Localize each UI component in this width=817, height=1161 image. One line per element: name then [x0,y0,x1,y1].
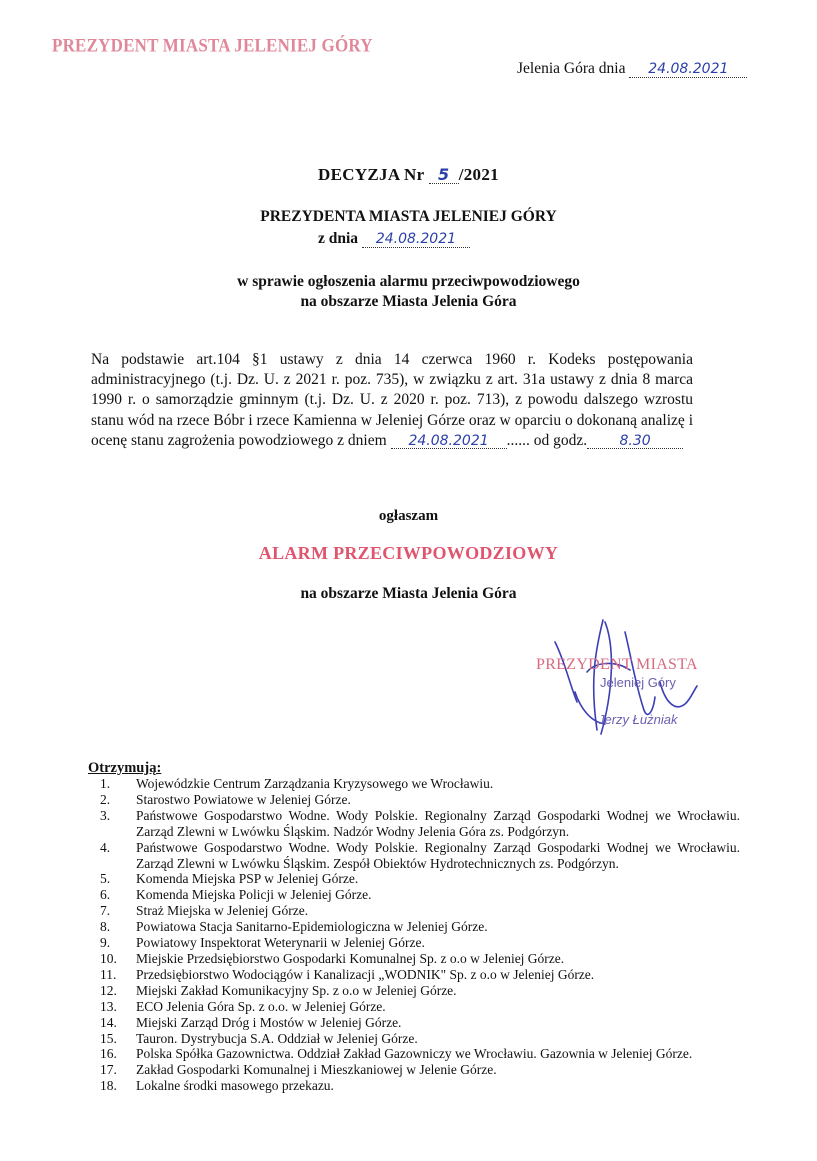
alarm-date-handwritten: 24.08.2021 [408,432,489,449]
legal-basis-paragraph: Na podstawie art.104 §1 ustawy z dnia 14 czerwca 1960 r. Kodeks postępowania administracyjnego (t.j. Dz. U. z 2021 r. poz. 735), w związku z art. 31a ustawy z dnia 8 marca 1990 r. o samorządzie gminnym (t.j. Dz. U. z 2020 r. poz. 713), z powodu dalszego wzrostu stanu wód na rzece Bóbr i rzece Kamienna w Jeleniej Górze oraz w oparciu o dokonaną analizę i ocenę stanu zagrożenia powodziowego z dniem 24.08.2021 ...... od godz. 8.30 [91,351,693,449]
date-field [629,61,747,78]
announce-word: ogłaszam [378,508,439,524]
signature-stamp-title: PREZYDENT MIASTA [536,656,698,673]
recipients-heading: Otrzymują: [88,760,162,776]
subject-line-2: na obszarze Miasta Jelenia Góra [300,293,517,310]
list-item [100,903,740,919]
list-item [100,1078,740,1094]
list-item [100,919,740,935]
list-item-number: 12. [100,982,117,998]
subject [0,272,817,312]
legal-basis-text: Na podstawie art.104 §1 ustawy z dnia 14 czerwca 1960 r. Kodeks postępowania administracyjnego (t.j. Dz. U. z 2021 r. poz. 735), w związku z art. 31a ustawy z dnia 8 marca 1990 r. o samorządzie gminnym (t.j. Dz. U. z 2020 r. poz. 713), z powodu dalszego wzrostu stanu wód na rzece Bóbr i rzece Kamienna w Jeleniej Górze oraz w oparciu o dokonaną analizę i ocenę stanu zagrożenia powodziowego z dniem [91,351,693,449]
list-item-number: 9. [100,935,111,951]
list-item-number: 11. [100,966,117,982]
subject-line-1: w sprawie ogłoszenia alarmu przeciwpowodziowego [237,273,580,290]
decision-number-field [429,166,459,184]
list-item [100,887,740,903]
list-item-number: 5. [100,871,111,887]
list-item-number: 7. [100,903,111,919]
signature-stamp-name: Jerzy Łużniak [598,712,678,727]
list-item-number: 18. [100,1078,117,1094]
list-item-number: 16. [100,1046,117,1062]
decision-prefix: DECYZJA Nr [318,165,429,184]
list-item-text: ECO Jelenia Góra Sp. z o.o. w Jeleniej Górze. [136,998,386,1014]
list-item-text: Wojewódzkie Centrum Zarządzania Kryzysowego we Wrocławiu. [136,776,494,791]
list-item-number: 10. [100,950,117,966]
list-item-text: Lokalne środki masowego przekazu. [136,1078,334,1094]
list-item-text: Komenda Miejska Policji w Jeleniej Górze. [136,887,372,903]
list-item [100,999,740,1015]
alarm-area: na obszarze Miasta Jelenia Góra [300,585,517,602]
list-item [100,792,740,808]
list-item [100,871,740,887]
list-item-text: Komenda Miejska PSP w Jeleniej Górze. [136,871,359,887]
list-item [100,983,740,999]
list-item [100,967,740,983]
issuer-title: PREZYDENTA MIASTA JELENIEJ GÓRY [260,208,557,225]
decision-date-prefix: z dnia [318,230,359,247]
alarm-hour-field [587,433,683,450]
decision-date-handwritten: 24.08.2021 [375,231,457,247]
signature-stamp-city: Jeleniej Góry [600,675,676,690]
list-item [100,1062,740,1078]
list-item-text: Państwowe Gospodarstwo Wodne. Wody Polskie. Regionalny Zarząd Gospodarki Wodnej we Wrocławiu. Zarząd Zlewni w Lwówku Śląskim. Zespół Obiektów Hydrotechnicznych zs. Podgórzyn. [136,839,740,871]
date-handwritten: 24.08.2021 [648,61,729,77]
alarm-heading: ALARM PRZECIWPOWODZIOWY [258,543,559,563]
decision-number-handwritten: 5 [438,165,450,184]
decision-date [318,230,470,248]
list-item-number: 3. [100,807,111,823]
list-item-text: Tauron. Dystrybucja S.A. Oddział w Jeleniej Górze. [136,1030,418,1046]
list-item [100,1031,740,1047]
list-item-text: Miejski Zakład Komunikacyjny Sp. z o.o w Jeleniej Górze. [136,982,457,998]
list-item-number: 8. [100,919,111,935]
place-date [517,60,747,78]
list-item-number: 13. [100,998,117,1014]
list-item [100,776,740,792]
decision-title [0,165,817,185]
list-item [100,840,740,872]
list-item-text: Państwowe Gospodarstwo Wodne. Wody Polskie. Regionalny Zarząd Gospodarki Wodnej we Wrocławiu. Zarząd Zlewni w Lwówku Śląskim. Nadzór Wodny Jelenia Góra zs. Podgórzyn. [136,807,740,839]
list-item [100,935,740,951]
decision-suffix: /2021 [458,165,499,184]
list-item-number: 15. [100,1030,117,1046]
list-item-text: Powiatowy Inspektorat Weterynarii w Jeleniej Górze. [136,935,425,951]
list-item-text: Straż Miejska w Jeleniej Górze. [136,903,309,919]
list-item-text: Zakład Gospodarki Komunalnej i Mieszkaniowej w Jelenie Górze. [136,1062,497,1078]
list-item-number: 6. [100,887,111,903]
list-item-text: Starostwo Powiatowe w Jeleniej Górze. [136,791,351,807]
recipients-list [100,776,740,1094]
list-item-text: Miejskie Przedsiębiorstwo Gospodarki Komunalnej Sp. z o.o w Jeleniej Górze. [136,950,565,966]
list-item-text: Przedsiębiorstwo Wodociągów i Kanalizacji „WODNIK" Sp. z o.o w Jeleniej Górze. [136,966,595,982]
list-item-number: 2. [100,791,111,807]
list-item [100,1046,740,1062]
list-item-number: 4. [100,839,111,855]
place-date-prefix: Jelenia Góra dnia [517,60,626,77]
decision-date-field [362,231,470,248]
list-item-number: 1. [100,776,111,791]
list-item [100,808,740,840]
list-item-text: Polska Spółka Gazownictwa. Oddział Zakład Gazowniczy we Wrocławiu. Gazownia w Jeleniej Górze. [136,1046,693,1062]
list-item [100,951,740,967]
list-item-text: Powiatowa Stacja Sanitarno-Epidemiologiczna w Jeleniej Górze. [136,919,488,935]
from-hour-label: od godz. [533,431,588,449]
list-item [100,1015,740,1031]
alarm-date-field [391,433,507,450]
list-item-number: 17. [100,1062,117,1078]
list-item-text: Miejski Zarząd Dróg i Mostów w Jeleniej Górze. [136,1014,402,1030]
issuer-stamp: PREZYDENT MIASTA JELENIEJ GÓRY [52,35,373,56]
alarm-hour-handwritten: 8.30 [619,432,651,449]
list-item-number: 14. [100,1014,117,1030]
